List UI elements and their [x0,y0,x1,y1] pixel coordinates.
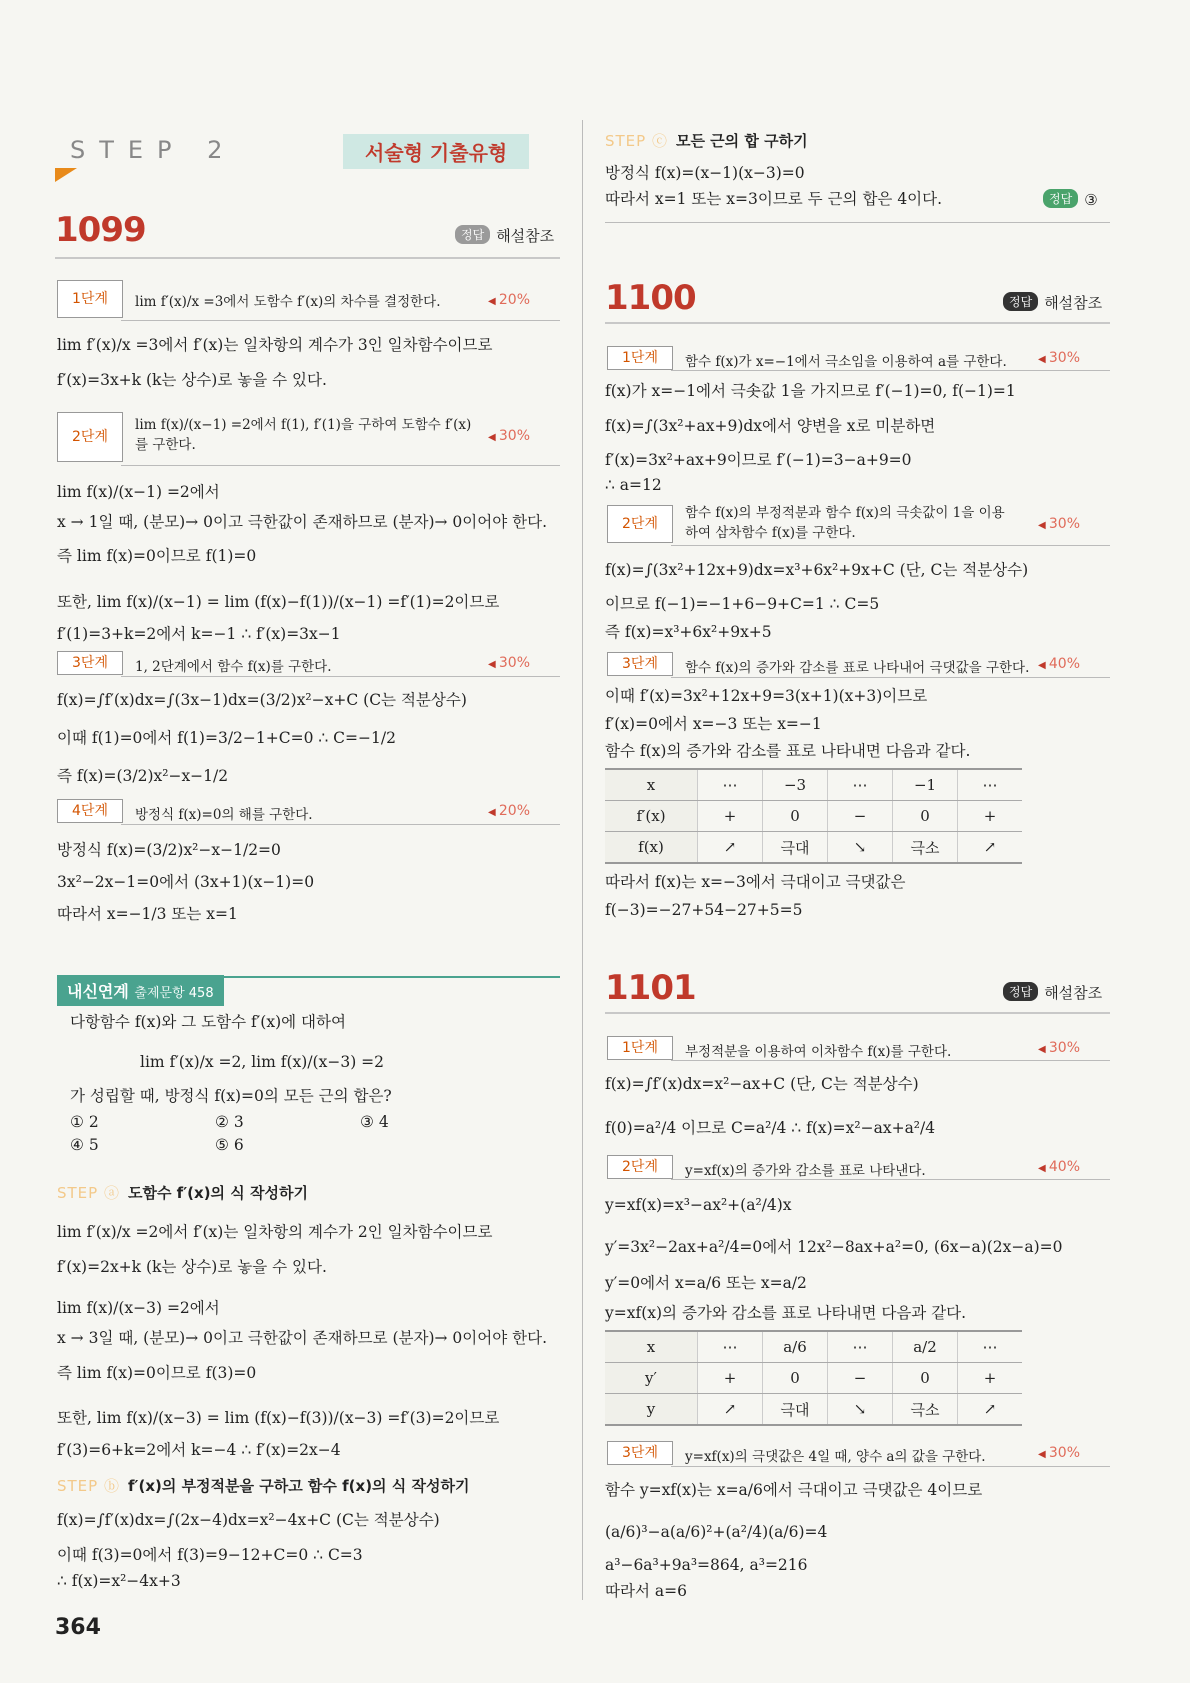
rule [605,222,1110,223]
choice-3: ③ 4 [360,1113,389,1131]
table-cell: ↗ [958,1394,1023,1426]
step-pct-3: ◀ 30% [1038,1445,1080,1461]
table-cell: ⋯ [828,769,893,801]
solution-line: ∴ a=12 [605,476,662,494]
answer-1101 [1003,982,1102,1003]
table-cell: 0 [893,1363,958,1394]
substep-c [605,130,808,151]
answer-1100 [1003,292,1102,313]
table-cell: 0 [763,1363,828,1394]
solution-line: 함수 y=xf(x)는 x=a/6에서 극대이고 극댓값은 4이므로 [605,1481,983,1499]
answer-badge: 정답 [1043,189,1078,208]
page-number: 364 [55,1615,101,1640]
step-pct-3: ◀ 30% [488,655,530,671]
step-header: STEP 2 [70,136,237,164]
solution-line: 방정식 f(x)=(3/2)x²−x−1/2=0 [57,841,281,859]
solution-line: f′(1)=3+k=2에서 k=−1 ∴ f′(x)=3x−1 [57,625,341,643]
table-cell: 0 [763,801,828,832]
solution-line: 따라서 f(x)는 x=−3에서 극대이고 극댓값은 [605,873,906,891]
solution-line: y′=3x²−2ax+a²/4=0에서 12x²−8ax+a²=0, (6x−a)(2x−a)=0 [605,1238,1063,1256]
rule [121,465,560,466]
table-row [605,769,1022,801]
step-pct-3: ◀ 40% [1038,656,1080,672]
table-cell: − [828,1363,893,1394]
table-cell: + [958,1363,1023,1394]
table-cell: 극대 [763,1394,828,1426]
solution-line: f(x)=∫(3x²+12x+9)dx=x³+6x²+9x+C (단, C는 적분상수) [605,561,1029,579]
solution-line: lim f(x)/(x−1) =2에서 [57,483,220,501]
choice-2: ② 3 [215,1113,244,1131]
solution-line: 즉 lim f(x)=0이므로 f(1)=0 [57,547,257,565]
answer-badge: 정답 [1003,292,1038,311]
table-cell: ⋯ [698,769,763,801]
step-desc-2: 함수 f(x)의 부정적분과 함수 f(x)의 극솟값이 1을 이용하여 삼차함수 f(x)를 구한다. [685,505,1005,541]
step-pct-2: ◀ 40% [1038,1159,1080,1175]
table-cell: −3 [763,769,828,801]
solution-line: a³−6a³+9a³=864, a³=216 [605,1556,808,1574]
table-cell: a/2 [893,1331,958,1363]
step-label-1: 1단계 [607,346,673,370]
step-desc-1: 함수 f(x)가 x=−1에서 극소임을 이용하여 a를 구한다. [685,354,1007,370]
table-cell: x [605,1331,698,1363]
table-cell: + [698,801,763,832]
table-cell: ⋯ [828,1331,893,1363]
solution-line: f′(x)=3x+k (k는 상수)로 놓을 수 있다. [57,371,327,389]
rule [671,1179,1110,1180]
problem-number-1099: 1099 [55,210,146,250]
table-cell: 극소 [893,1394,958,1426]
solution-line: f′(x)=2x+k (k는 상수)로 놓을 수 있다. [57,1258,327,1276]
table-cell: ⋯ [958,769,1023,801]
substep-title: 모든 근의 합 구하기 [675,132,808,150]
table-cell: f′(x) [605,801,698,832]
table-cell: + [698,1363,763,1394]
substep-b [57,1475,469,1496]
rule [55,257,560,259]
solution-line: 이때 f(1)=0에서 f(1)=3/2−1+C=0 ∴ C=−1/2 [57,729,396,747]
step-label-4: 4단계 [57,799,123,823]
solution-line: 방정식 f(x)=(x−1)(x−3)=0 [605,164,805,182]
solution-line: x → 3일 때, (분모)→ 0이고 극한값이 존재하므로 (분자)→ 0이어야 한다. [57,1329,548,1347]
table-cell: 극대 [763,832,828,864]
table-cell: 극소 [893,832,958,864]
answer-badge: 정답 [455,225,490,244]
step-label-1: 1단계 [57,280,123,318]
table-cell: 0 [893,801,958,832]
naesin-title-text: 내신연계 [67,982,129,1001]
solution-line: 따라서 x=−1/3 또는 x=1 [57,905,238,923]
rule [121,320,560,321]
section-banner: 서술형 기출유형 [343,134,529,169]
solution-line: f′(x)=3x²+ax+9이므로 f′(−1)=3−a+9=0 [605,451,912,469]
step-label-2: 2단계 [57,412,123,462]
question-line: 가 성립할 때, 방정식 f(x)=0의 모든 근의 합은? [70,1087,392,1105]
table-cell: −1 [893,769,958,801]
question-line: 다항함수 f(x)와 그 도함수 f′(x)에 대하여 [70,1013,346,1031]
column-divider [582,120,583,1600]
table-cell: a/6 [763,1331,828,1363]
table-cell: y′ [605,1363,698,1394]
solution-line: lim f(x)/(x−3) =2에서 [57,1299,220,1317]
answer-458 [1043,189,1098,209]
step-desc-3: y=xf(x)의 극댓값은 4일 때, 양수 a의 값을 구한다. [685,1449,986,1465]
rule [671,1466,1110,1467]
solution-line: y′=0에서 x=a/6 또는 x=a/2 [605,1274,807,1292]
table-cell: ↗ [958,832,1023,864]
step-pct-2: ◀ 30% [488,428,530,444]
solution-line: f(0)=a²/4 이므로 C=a²/4 ∴ f(x)=x²−ax+a²/4 [605,1119,936,1137]
rule [671,370,1110,371]
solution-line: 또한, lim f(x)/(x−3) = lim (f(x)−f(3))/(x−3) =f′(3)=2이므로 [57,1409,500,1427]
step-pct-2: ◀ 30% [1038,516,1080,532]
step-desc-1: lim f′(x)/x =3에서 도함수 f′(x)의 차수를 결정한다. [135,294,441,310]
answer-value: 해설참조 [496,227,555,245]
solution-line: lim f′(x)/x =3에서 f′(x)는 일차항의 계수가 3인 일차함수이므로 [57,336,493,354]
step-label-3: 3단계 [607,1441,673,1465]
naesin-title [57,975,224,1006]
solution-line: 즉 lim f(x)=0이므로 f(3)=0 [57,1364,257,1382]
table-cell: y [605,1394,698,1426]
answer-value: 해설참조 [1044,294,1103,312]
substep-tag: STEP ⓐ [57,1184,120,1202]
problem-number-1101: 1101 [605,968,696,1008]
choice-5: ⑤ 6 [215,1136,244,1154]
solution-line: f(x)=∫f′(x)dx=∫(3x−1)dx=(3/2)x²−x+C (C는 적분상수) [57,691,467,709]
solution-line: x → 1일 때, (분모)→ 0이고 극한값이 존재하므로 (분자)→ 0이어야 한다. [57,513,548,531]
solution-line: f(x)=∫(3x²+ax+9)dx에서 양변을 x로 미분하면 [605,417,936,435]
solution-line: 즉 f(x)=x³+6x²+9x+5 [605,623,772,641]
table-row [605,801,1022,832]
solution-line: f(−3)=−27+54−27+5=5 [605,901,803,919]
step-pct-1: ◀ 20% [488,292,530,308]
substep-title: 도함수 f′(x)의 식 작성하기 [127,1184,308,1202]
solution-line: 이므로 f(−1)=−1+6−9+C=1 ∴ C=5 [605,595,880,613]
step-desc-2: lim f(x)/(x−1) =2에서 f(1), f′(1)을 구하여 도함수 f′(x)를 구한다. [135,417,472,453]
table-cell: ↘ [828,1394,893,1426]
solution-line: f(x)가 x=−1에서 극솟값 1을 가지므로 f′(−1)=0, f(−1)=1 [605,382,1016,400]
solution-line: 즉 f(x)=(3/2)x²−x−1/2 [57,767,229,785]
step-desc-2: y=xf(x)의 증가와 감소를 표로 나타낸다. [685,1163,926,1179]
solution-line: 따라서 a=6 [605,1582,687,1600]
substep-tag: STEP ⓑ [57,1477,120,1495]
table-row [605,832,1022,864]
answer-1099 [455,225,554,246]
table-cell: ↗ [698,832,763,864]
rule [121,676,560,677]
rule [605,322,1110,324]
naesin-sub: 출제문항 458 [134,986,214,1001]
step-desc-4: 방정식 f(x)=0의 해를 구한다. [135,807,313,823]
table-cell: + [958,801,1023,832]
step-desc-1: 부정적분을 이용하여 이차함수 f(x)를 구한다. [685,1044,952,1060]
substep-tag: STEP ⓒ [605,132,668,150]
solution-line: f′(3)=6+k=2에서 k=−4 ∴ f′(x)=2x−4 [57,1441,341,1459]
choice-4: ④ 5 [70,1136,99,1154]
step-pct-4: ◀ 20% [488,803,530,819]
rule [605,1012,1110,1014]
solution-line: 이때 f(3)=0에서 f(3)=9−12+C=0 ∴ C=3 [57,1546,363,1564]
table-cell: x [605,769,698,801]
solution-line: y=xf(x)=x³−ax²+(a²/4)x [605,1196,792,1214]
rule [121,824,560,825]
solution-line: 또한, lim f(x)/(x−1) = lim (f(x)−f(1))/(x−1) =f′(1)=2이므로 [57,593,500,611]
choice-1: ① 2 [70,1113,99,1131]
naesin-rule [57,976,560,978]
solution-line: 따라서 x=1 또는 x=3이므로 두 근의 합은 4이다. [605,190,943,208]
step-label-2: 2단계 [607,505,673,543]
solution-line: ∴ f(x)=x²−4x+3 [57,1572,181,1590]
question-line: lim f′(x)/x =2, lim f(x)/(x−3) =2 [140,1053,385,1071]
step-desc-3: 1, 2단계에서 함수 f(x)를 구한다. [135,659,332,675]
table-cell: ↘ [828,832,893,864]
table-cell: ↗ [698,1394,763,1426]
solution-line: 함수 f(x)의 증가와 감소를 표로 나타내면 다음과 같다. [605,742,971,760]
substep-title: f′(x)의 부정적분을 구하고 함수 f(x)의 식 작성하기 [127,1477,470,1495]
answer-badge: 정답 [1003,982,1038,1001]
answer-value: 해설참조 [1044,984,1103,1002]
variation-table-1100 [605,768,1022,864]
table-cell: f(x) [605,832,698,864]
table-row [605,1394,1022,1426]
table-cell: ⋯ [698,1331,763,1363]
table-cell: − [828,801,893,832]
solution-line: f′(x)=0에서 x=−3 또는 x=−1 [605,715,822,733]
step-pct-1: ◀ 30% [1038,350,1080,366]
table-cell: ⋯ [958,1331,1023,1363]
substep-a [57,1182,308,1203]
solution-line: (a/6)³−a(a/6)²+(a²/4)(a/6)=4 [605,1523,828,1541]
table-row [605,1331,1022,1363]
answer-value: ③ [1084,191,1098,209]
problem-number-1100: 1100 [605,278,696,318]
solution-line: f(x)=∫f′(x)dx=∫(2x−4)dx=x²−4x+C (C는 적분상수) [57,1511,440,1529]
solution-line: y=xf(x)의 증가와 감소를 표로 나타내면 다음과 같다. [605,1304,967,1322]
step-label-3: 3단계 [57,651,123,675]
step-label-2: 2단계 [607,1155,673,1179]
solution-line: lim f′(x)/x =2에서 f′(x)는 일차항의 계수가 2인 일차함수이므로 [57,1223,493,1241]
step-desc-3: 함수 f(x)의 증가와 감소를 표로 나타내어 극댓값을 구한다. [685,660,1030,676]
step-label-1: 1단계 [607,1036,673,1060]
corner-marker [55,168,77,182]
rule [671,545,1110,546]
solution-line: f(x)=∫f′(x)dx=x²−ax+C (단, C는 적분상수) [605,1075,919,1093]
solution-line: 이때 f′(x)=3x²+12x+9=3(x+1)(x+3)이므로 [605,687,928,705]
rule [671,1060,1110,1061]
solution-line: 3x²−2x−1=0에서 (3x+1)(x−1)=0 [57,873,315,891]
step-pct-1: ◀ 30% [1038,1040,1080,1056]
rule [671,677,1110,678]
table-row [605,1363,1022,1394]
step-label-3: 3단계 [607,652,673,676]
variation-table-1101 [605,1330,1022,1426]
